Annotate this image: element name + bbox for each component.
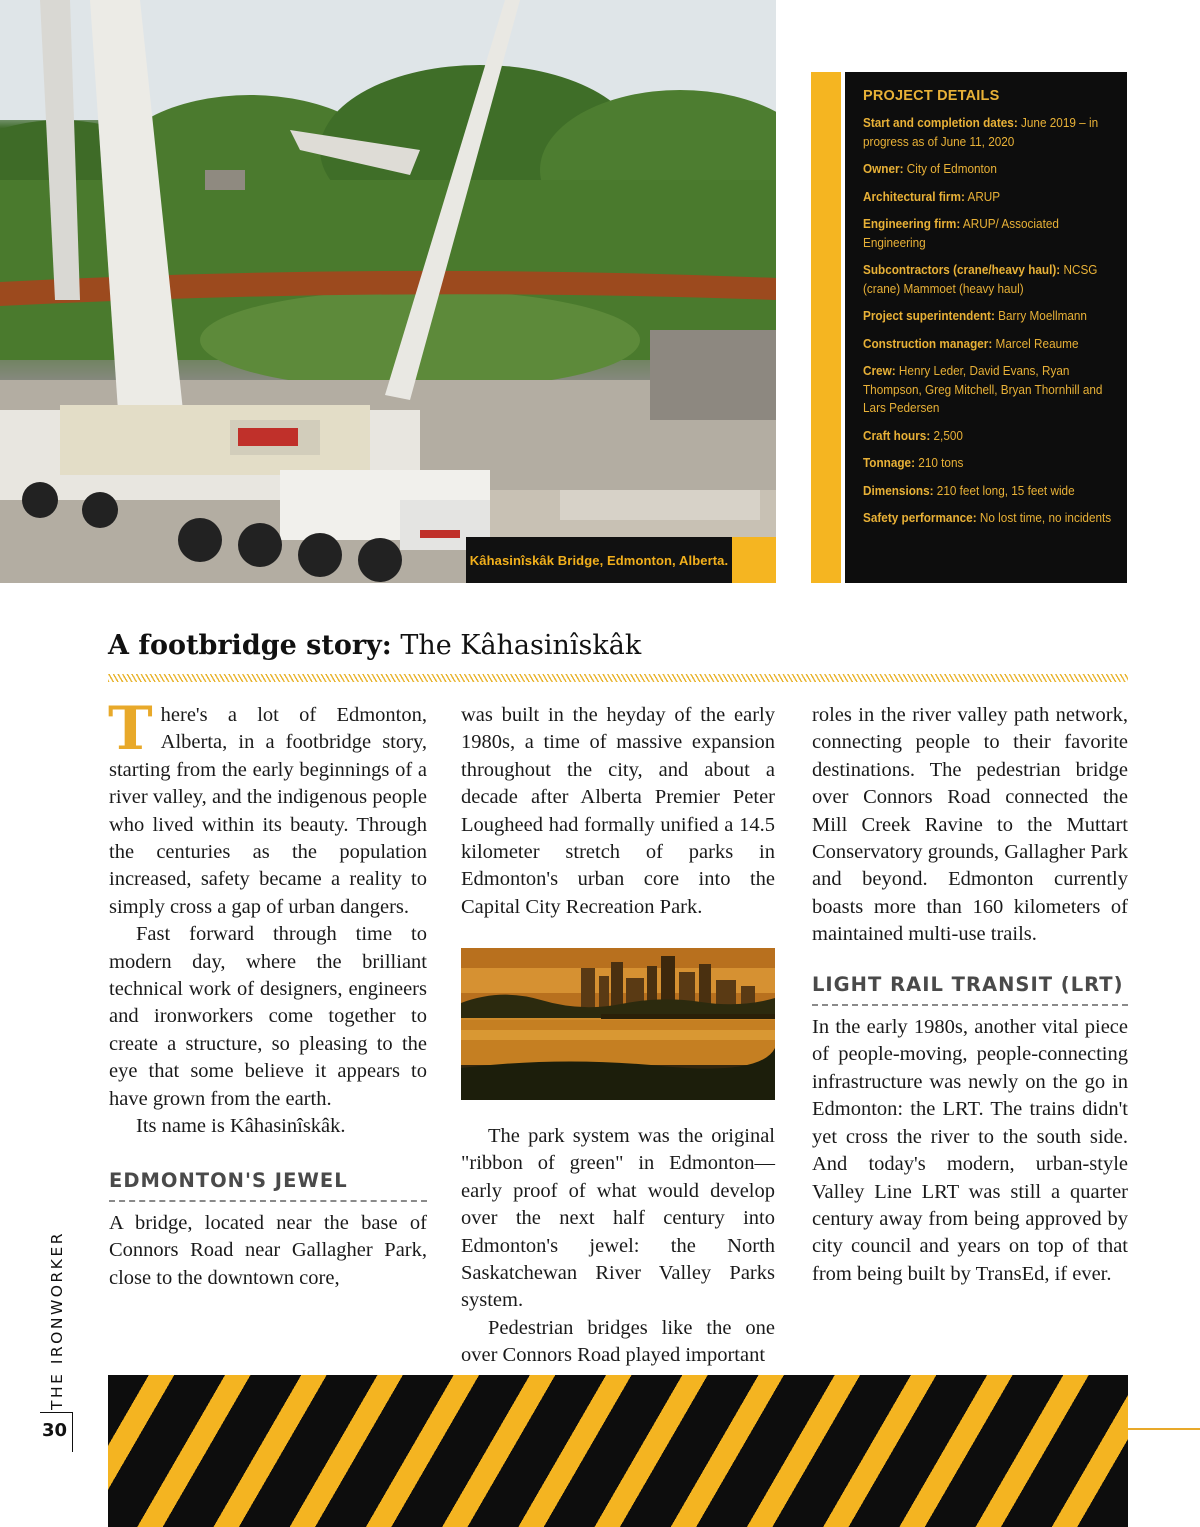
article-column-2-lower [461, 1123, 775, 1370]
hazard-stripe-banner [108, 1375, 1128, 1527]
detail-construction-manager [863, 335, 1119, 354]
paragraph-text: here's a lot of Edmonton, Alberta, in a footbridge story, starting from the early beginnings of a river valley, and the indigenous people who lived within its beauty. Through the centuries as the population increased, safety became a reality to simply cross a gap of urban dangers. [109, 704, 427, 918]
detail-label: Tonnage: [863, 456, 916, 470]
detail-dimensions [863, 482, 1119, 501]
detail-tonnage [863, 454, 1119, 473]
detail-value: ARUP/ Associated Engineering [863, 217, 1059, 250]
detail-safety [863, 509, 1119, 528]
headline-bold: A footbridge story: [108, 630, 392, 661]
body-paragraph: The park system was the original "ribbon of green" in Edmonton—early proof of what would develop over the next half century into Edmonton's jewel: the North Saskatchewan River Valley Parks system. [461, 1125, 775, 1312]
body-paragraph [108, 694, 427, 921]
detail-value: City of Edmonton [906, 162, 997, 176]
detail-craft-hours [863, 427, 1119, 446]
body-paragraph: Pedestrian bridges like the one over Connors Road played important [461, 1316, 775, 1367]
detail-label: Start and completion dates: [863, 116, 1018, 130]
detail-engineering-firm [863, 215, 1119, 252]
footer-accent-rule [1128, 1428, 1200, 1430]
detail-value: Marcel Reaume [995, 336, 1079, 351]
detail-value: ARUP [967, 189, 1001, 204]
article-headline [108, 630, 641, 661]
project-details-box [845, 72, 1127, 583]
detail-label: Project superintendent: [863, 309, 995, 323]
detail-value: 210 feet long, 15 feet wide [936, 483, 1075, 498]
detail-value: NCSG (crane) Mammoet (heavy haul) [863, 263, 1098, 296]
detail-label: Dimensions: [863, 483, 934, 498]
drop-cap: T [108, 694, 153, 764]
body-paragraph: A bridge, located near the base of Connors Road near Gallagher Park, close to the downtown core, [109, 1211, 427, 1289]
subhead-light-rail-transit: LIGHT RAIL TRANSIT (LRT) [812, 971, 1128, 1006]
body-paragraph: Its name is Kâhasinîskâk. [136, 1115, 346, 1138]
detail-label: Engineering firm: [863, 217, 961, 231]
detail-label: Safety performance: [863, 511, 977, 525]
article-column-1 [108, 694, 427, 1292]
detail-superintendent [863, 307, 1119, 326]
footer-divider [40, 1412, 72, 1413]
detail-value: Henry Leder, David Evans, Ryan Thompson, Greg Mitchell, Bryan Thornhill and Lars Pedersen [863, 364, 1103, 415]
headline-regular: The Kâhasinîskâk [400, 630, 642, 661]
detail-dates [863, 114, 1119, 151]
construction-photo [0, 0, 776, 583]
detail-subcontractors [863, 261, 1119, 298]
detail-crew [863, 362, 1119, 418]
detail-value: No lost time, no incidents [979, 511, 1112, 525]
detail-value: Barry Moellmann [998, 309, 1087, 323]
detail-value: June 2019 – in progress as of June 11, 2020 [863, 116, 1099, 149]
page-number-rule [72, 1412, 73, 1452]
skyline-sunset-photo [461, 948, 775, 1100]
detail-architectural-firm [863, 188, 1119, 207]
detail-owner [863, 160, 1119, 179]
body-paragraph: roles in the river valley path network, connecting people to their favorite destinations. The pedestrian bridge over Connors Road connected the Mill Creek Ravine to the Muttart Conservatory grounds, Gallagher Park and beyond. Edmonton currently boasts more than 160 kilometers of maintained multi-use trails. [812, 704, 1128, 946]
body-paragraph: was built in the heyday of the early 1980s, a time of massive expansion throughout the city, and about a decade after Alberta Premier Peter Lougheed had formally unified a 14.5 kilometer stretch of parks in Edmonton's urban core into the Capital City Recreation Park. [461, 704, 775, 918]
crane-scene-illustration [0, 0, 776, 583]
detail-label: Architectural firm: [863, 189, 965, 204]
detail-value: 210 tons [918, 456, 964, 470]
detail-label: Subcontractors (crane/heavy haul): [863, 263, 1061, 277]
article-column-2 [461, 702, 775, 921]
page-number: 30 [42, 1420, 68, 1441]
detail-label: Craft hours: [863, 428, 931, 443]
detail-value: 2,500 [933, 428, 963, 443]
article-column-3 [812, 702, 1128, 1288]
body-paragraph: Fast forward through time to modern day, where the brilliant technical work of designers, engineers and ironworkers come together to create a structure, so pleasing to the eye that some believe it appears to have grown from the earth. [109, 923, 427, 1110]
skyline-illustration [461, 948, 775, 1100]
project-details-title: PROJECT DETAILS [863, 88, 1000, 104]
detail-label: Crew: [863, 364, 896, 378]
photo-caption: Kâhasinîskâk Bridge, Edmonton, Alberta. [466, 537, 732, 583]
details-accent-bar [811, 72, 841, 583]
detail-label: Owner: [863, 162, 904, 176]
caption-accent-bar [732, 537, 776, 583]
detail-label: Construction manager: [863, 336, 993, 351]
magazine-title: THE IRONWORKER [48, 1230, 66, 1410]
headline-rule [108, 674, 1128, 682]
subhead-edmontons-jewel: EDMONTON'S JEWEL [109, 1167, 427, 1202]
body-paragraph: In the early 1980s, another vital piece of people-moving, people-connecting infrastructure was newly on the go in Edmonton: the LRT. The trains didn't yet cross the river to the south side. And today's modern, urban-style Valley Line LRT was still a quarter century away from being approved by city council and years on top of that from being built by TransEd, if ever. [812, 1016, 1128, 1285]
